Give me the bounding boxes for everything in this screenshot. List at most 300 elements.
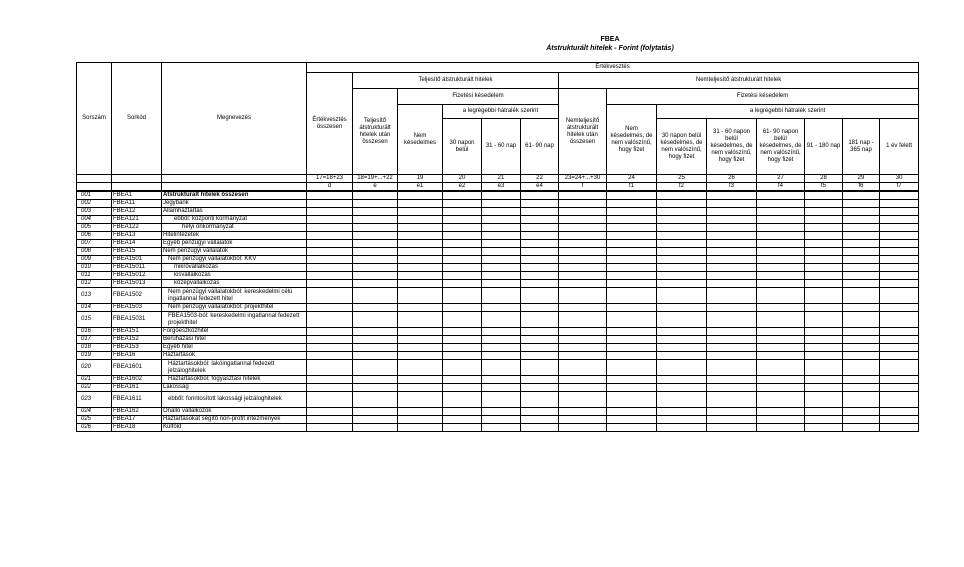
- value-cell[interactable]: [482, 304, 521, 312]
- value-cell[interactable]: [482, 328, 521, 336]
- value-cell[interactable]: [353, 248, 398, 256]
- value-cell[interactable]: [657, 208, 707, 216]
- value-cell[interactable]: [757, 248, 805, 256]
- value-cell[interactable]: [805, 336, 843, 344]
- value-cell[interactable]: [843, 272, 880, 280]
- value-cell[interactable]: [559, 264, 607, 272]
- value-cell[interactable]: [443, 352, 482, 360]
- value-cell[interactable]: [805, 304, 843, 312]
- value-cell[interactable]: [880, 272, 919, 280]
- value-cell[interactable]: [521, 416, 559, 424]
- value-cell[interactable]: [657, 272, 707, 280]
- value-cell[interactable]: [843, 328, 880, 336]
- value-cell[interactable]: [398, 312, 443, 328]
- value-cell[interactable]: [805, 360, 843, 376]
- value-cell[interactable]: [757, 232, 805, 240]
- value-cell[interactable]: [607, 191, 657, 200]
- value-cell[interactable]: [482, 224, 521, 232]
- value-cell[interactable]: [353, 232, 398, 240]
- value-cell[interactable]: [805, 416, 843, 424]
- value-cell[interactable]: [843, 384, 880, 392]
- value-cell[interactable]: [398, 256, 443, 264]
- value-cell[interactable]: [443, 240, 482, 248]
- value-cell[interactable]: [843, 191, 880, 200]
- value-cell[interactable]: [559, 424, 607, 432]
- value-cell[interactable]: [559, 272, 607, 280]
- value-cell[interactable]: [757, 384, 805, 392]
- value-cell[interactable]: [398, 384, 443, 392]
- value-cell[interactable]: [443, 424, 482, 432]
- value-cell[interactable]: [559, 304, 607, 312]
- value-cell[interactable]: [482, 191, 521, 200]
- value-cell[interactable]: [559, 240, 607, 248]
- value-cell[interactable]: [353, 376, 398, 384]
- value-cell[interactable]: [607, 392, 657, 408]
- value-cell[interactable]: [607, 344, 657, 352]
- value-cell[interactable]: [559, 408, 607, 416]
- value-cell[interactable]: [559, 200, 607, 208]
- value-cell[interactable]: [805, 328, 843, 336]
- value-cell[interactable]: [707, 352, 757, 360]
- value-cell[interactable]: [880, 312, 919, 328]
- value-cell[interactable]: [707, 392, 757, 408]
- value-cell[interactable]: [398, 344, 443, 352]
- value-cell[interactable]: [707, 216, 757, 224]
- value-cell[interactable]: [607, 208, 657, 216]
- value-cell[interactable]: [482, 336, 521, 344]
- value-cell[interactable]: [657, 392, 707, 408]
- value-cell[interactable]: [482, 240, 521, 248]
- value-cell[interactable]: [843, 288, 880, 304]
- value-cell[interactable]: [521, 336, 559, 344]
- value-cell[interactable]: [521, 248, 559, 256]
- value-cell[interactable]: [805, 216, 843, 224]
- value-cell[interactable]: [607, 384, 657, 392]
- value-cell[interactable]: [559, 208, 607, 216]
- value-cell[interactable]: [757, 328, 805, 336]
- value-cell[interactable]: [398, 191, 443, 200]
- value-cell[interactable]: [307, 376, 353, 384]
- value-cell[interactable]: [607, 272, 657, 280]
- value-cell[interactable]: [307, 240, 353, 248]
- value-cell[interactable]: [843, 248, 880, 256]
- value-cell[interactable]: [657, 264, 707, 272]
- value-cell[interactable]: [559, 360, 607, 376]
- value-cell[interactable]: [607, 224, 657, 232]
- value-cell[interactable]: [607, 312, 657, 328]
- value-cell[interactable]: [880, 336, 919, 344]
- value-cell[interactable]: [398, 200, 443, 208]
- value-cell[interactable]: [443, 328, 482, 336]
- value-cell[interactable]: [443, 384, 482, 392]
- value-cell[interactable]: [757, 256, 805, 264]
- value-cell[interactable]: [398, 240, 443, 248]
- value-cell[interactable]: [607, 200, 657, 208]
- value-cell[interactable]: [482, 280, 521, 288]
- value-cell[interactable]: [353, 384, 398, 392]
- value-cell[interactable]: [757, 312, 805, 328]
- value-cell[interactable]: [353, 240, 398, 248]
- value-cell[interactable]: [880, 280, 919, 288]
- value-cell[interactable]: [307, 288, 353, 304]
- value-cell[interactable]: [607, 264, 657, 272]
- value-cell[interactable]: [307, 256, 353, 264]
- value-cell[interactable]: [880, 208, 919, 216]
- value-cell[interactable]: [607, 256, 657, 264]
- value-cell[interactable]: [307, 312, 353, 328]
- value-cell[interactable]: [482, 216, 521, 224]
- value-cell[interactable]: [843, 336, 880, 344]
- value-cell[interactable]: [657, 200, 707, 208]
- value-cell[interactable]: [707, 304, 757, 312]
- value-cell[interactable]: [607, 248, 657, 256]
- value-cell[interactable]: [559, 232, 607, 240]
- value-cell[interactable]: [398, 352, 443, 360]
- value-cell[interactable]: [482, 344, 521, 352]
- value-cell[interactable]: [559, 384, 607, 392]
- value-cell[interactable]: [398, 328, 443, 336]
- value-cell[interactable]: [880, 392, 919, 408]
- value-cell[interactable]: [880, 328, 919, 336]
- value-cell[interactable]: [353, 224, 398, 232]
- value-cell[interactable]: [307, 232, 353, 240]
- value-cell[interactable]: [757, 344, 805, 352]
- value-cell[interactable]: [757, 191, 805, 200]
- value-cell[interactable]: [521, 240, 559, 248]
- value-cell[interactable]: [521, 312, 559, 328]
- value-cell[interactable]: [657, 248, 707, 256]
- value-cell[interactable]: [707, 200, 757, 208]
- value-cell[interactable]: [657, 224, 707, 232]
- value-cell[interactable]: [757, 360, 805, 376]
- value-cell[interactable]: [443, 360, 482, 376]
- value-cell[interactable]: [398, 272, 443, 280]
- value-cell[interactable]: [521, 232, 559, 240]
- value-cell[interactable]: [843, 416, 880, 424]
- value-cell[interactable]: [521, 408, 559, 416]
- value-cell[interactable]: [521, 200, 559, 208]
- value-cell[interactable]: [805, 264, 843, 272]
- value-cell[interactable]: [559, 191, 607, 200]
- value-cell[interactable]: [443, 376, 482, 384]
- value-cell[interactable]: [805, 384, 843, 392]
- value-cell[interactable]: [521, 224, 559, 232]
- value-cell[interactable]: [307, 328, 353, 336]
- value-cell[interactable]: [521, 376, 559, 384]
- value-cell[interactable]: [443, 304, 482, 312]
- value-cell[interactable]: [757, 200, 805, 208]
- value-cell[interactable]: [805, 224, 843, 232]
- value-cell[interactable]: [707, 424, 757, 432]
- value-cell[interactable]: [757, 424, 805, 432]
- value-cell[interactable]: [398, 376, 443, 384]
- value-cell[interactable]: [398, 416, 443, 424]
- value-cell[interactable]: [843, 208, 880, 216]
- value-cell[interactable]: [307, 191, 353, 200]
- value-cell[interactable]: [843, 304, 880, 312]
- value-cell[interactable]: [707, 240, 757, 248]
- value-cell[interactable]: [398, 424, 443, 432]
- value-cell[interactable]: [657, 240, 707, 248]
- value-cell[interactable]: [307, 352, 353, 360]
- value-cell[interactable]: [307, 208, 353, 216]
- value-cell[interactable]: [398, 336, 443, 344]
- value-cell[interactable]: [707, 248, 757, 256]
- value-cell[interactable]: [521, 216, 559, 224]
- value-cell[interactable]: [398, 288, 443, 304]
- value-cell[interactable]: [398, 280, 443, 288]
- value-cell[interactable]: [482, 408, 521, 416]
- value-cell[interactable]: [307, 216, 353, 224]
- value-cell[interactable]: [657, 216, 707, 224]
- value-cell[interactable]: [757, 376, 805, 384]
- value-cell[interactable]: [707, 264, 757, 272]
- value-cell[interactable]: [607, 376, 657, 384]
- value-cell[interactable]: [843, 200, 880, 208]
- value-cell[interactable]: [482, 416, 521, 424]
- value-cell[interactable]: [307, 360, 353, 376]
- value-cell[interactable]: [707, 408, 757, 416]
- value-cell[interactable]: [757, 240, 805, 248]
- value-cell[interactable]: [521, 384, 559, 392]
- value-cell[interactable]: [843, 424, 880, 432]
- value-cell[interactable]: [757, 304, 805, 312]
- value-cell[interactable]: [353, 424, 398, 432]
- value-cell[interactable]: [843, 392, 880, 408]
- value-cell[interactable]: [353, 256, 398, 264]
- value-cell[interactable]: [607, 408, 657, 416]
- value-cell[interactable]: [482, 312, 521, 328]
- value-cell[interactable]: [482, 360, 521, 376]
- value-cell[interactable]: [657, 304, 707, 312]
- value-cell[interactable]: [880, 232, 919, 240]
- value-cell[interactable]: [353, 416, 398, 424]
- value-cell[interactable]: [398, 360, 443, 376]
- value-cell[interactable]: [307, 280, 353, 288]
- value-cell[interactable]: [443, 216, 482, 224]
- value-cell[interactable]: [607, 288, 657, 304]
- value-cell[interactable]: [398, 232, 443, 240]
- value-cell[interactable]: [707, 360, 757, 376]
- value-cell[interactable]: [805, 191, 843, 200]
- value-cell[interactable]: [353, 408, 398, 416]
- value-cell[interactable]: [521, 288, 559, 304]
- value-cell[interactable]: [398, 216, 443, 224]
- value-cell[interactable]: [843, 232, 880, 240]
- value-cell[interactable]: [307, 304, 353, 312]
- value-cell[interactable]: [843, 240, 880, 248]
- value-cell[interactable]: [757, 280, 805, 288]
- value-cell[interactable]: [657, 280, 707, 288]
- value-cell[interactable]: [482, 208, 521, 216]
- value-cell[interactable]: [559, 376, 607, 384]
- value-cell[interactable]: [657, 424, 707, 432]
- value-cell[interactable]: [521, 352, 559, 360]
- value-cell[interactable]: [607, 216, 657, 224]
- value-cell[interactable]: [482, 200, 521, 208]
- value-cell[interactable]: [521, 191, 559, 200]
- value-cell[interactable]: [353, 312, 398, 328]
- value-cell[interactable]: [805, 288, 843, 304]
- value-cell[interactable]: [521, 304, 559, 312]
- value-cell[interactable]: [353, 344, 398, 352]
- value-cell[interactable]: [843, 376, 880, 384]
- value-cell[interactable]: [353, 200, 398, 208]
- value-cell[interactable]: [805, 240, 843, 248]
- value-cell[interactable]: [880, 288, 919, 304]
- value-cell[interactable]: [707, 280, 757, 288]
- value-cell[interactable]: [880, 408, 919, 416]
- value-cell[interactable]: [353, 272, 398, 280]
- value-cell[interactable]: [521, 392, 559, 408]
- value-cell[interactable]: [307, 344, 353, 352]
- value-cell[interactable]: [443, 208, 482, 216]
- value-cell[interactable]: [307, 384, 353, 392]
- value-cell[interactable]: [559, 416, 607, 424]
- value-cell[interactable]: [482, 232, 521, 240]
- value-cell[interactable]: [805, 232, 843, 240]
- value-cell[interactable]: [482, 392, 521, 408]
- value-cell[interactable]: [482, 376, 521, 384]
- value-cell[interactable]: [805, 208, 843, 216]
- value-cell[interactable]: [521, 272, 559, 280]
- value-cell[interactable]: [307, 336, 353, 344]
- value-cell[interactable]: [482, 272, 521, 280]
- value-cell[interactable]: [443, 232, 482, 240]
- value-cell[interactable]: [880, 344, 919, 352]
- value-cell[interactable]: [657, 256, 707, 264]
- value-cell[interactable]: [843, 408, 880, 416]
- value-cell[interactable]: [805, 376, 843, 384]
- value-cell[interactable]: [880, 304, 919, 312]
- value-cell[interactable]: [443, 224, 482, 232]
- value-cell[interactable]: [307, 200, 353, 208]
- value-cell[interactable]: [398, 248, 443, 256]
- value-cell[interactable]: [657, 288, 707, 304]
- value-cell[interactable]: [307, 416, 353, 424]
- value-cell[interactable]: [707, 256, 757, 264]
- value-cell[interactable]: [607, 352, 657, 360]
- value-cell[interactable]: [353, 216, 398, 224]
- value-cell[interactable]: [307, 424, 353, 432]
- value-cell[interactable]: [482, 256, 521, 264]
- value-cell[interactable]: [880, 376, 919, 384]
- value-cell[interactable]: [757, 208, 805, 216]
- value-cell[interactable]: [707, 272, 757, 280]
- value-cell[interactable]: [443, 288, 482, 304]
- value-cell[interactable]: [757, 352, 805, 360]
- value-cell[interactable]: [559, 224, 607, 232]
- value-cell[interactable]: [521, 328, 559, 336]
- value-cell[interactable]: [482, 264, 521, 272]
- value-cell[interactable]: [757, 408, 805, 416]
- value-cell[interactable]: [353, 264, 398, 272]
- value-cell[interactable]: [757, 224, 805, 232]
- value-cell[interactable]: [657, 312, 707, 328]
- value-cell[interactable]: [707, 336, 757, 344]
- value-cell[interactable]: [657, 352, 707, 360]
- value-cell[interactable]: [559, 288, 607, 304]
- value-cell[interactable]: [880, 256, 919, 264]
- value-cell[interactable]: [657, 328, 707, 336]
- value-cell[interactable]: [443, 312, 482, 328]
- value-cell[interactable]: [805, 272, 843, 280]
- value-cell[interactable]: [307, 392, 353, 408]
- value-cell[interactable]: [757, 264, 805, 272]
- value-cell[interactable]: [880, 248, 919, 256]
- value-cell[interactable]: [482, 384, 521, 392]
- value-cell[interactable]: [443, 200, 482, 208]
- value-cell[interactable]: [707, 384, 757, 392]
- value-cell[interactable]: [443, 416, 482, 424]
- value-cell[interactable]: [843, 280, 880, 288]
- value-cell[interactable]: [757, 288, 805, 304]
- value-cell[interactable]: [757, 216, 805, 224]
- value-cell[interactable]: [880, 384, 919, 392]
- value-cell[interactable]: [843, 256, 880, 264]
- value-cell[interactable]: [521, 424, 559, 432]
- value-cell[interactable]: [843, 216, 880, 224]
- value-cell[interactable]: [353, 392, 398, 408]
- value-cell[interactable]: [657, 384, 707, 392]
- value-cell[interactable]: [843, 344, 880, 352]
- value-cell[interactable]: [607, 416, 657, 424]
- value-cell[interactable]: [757, 336, 805, 344]
- value-cell[interactable]: [757, 416, 805, 424]
- value-cell[interactable]: [353, 360, 398, 376]
- value-cell[interactable]: [657, 360, 707, 376]
- value-cell[interactable]: [607, 328, 657, 336]
- value-cell[interactable]: [443, 264, 482, 272]
- value-cell[interactable]: [707, 416, 757, 424]
- value-cell[interactable]: [307, 224, 353, 232]
- value-cell[interactable]: [398, 208, 443, 216]
- value-cell[interactable]: [559, 352, 607, 360]
- value-cell[interactable]: [707, 376, 757, 384]
- value-cell[interactable]: [559, 344, 607, 352]
- value-cell[interactable]: [482, 288, 521, 304]
- value-cell[interactable]: [521, 256, 559, 264]
- value-cell[interactable]: [443, 408, 482, 416]
- value-cell[interactable]: [805, 200, 843, 208]
- value-cell[interactable]: [880, 416, 919, 424]
- value-cell[interactable]: [353, 208, 398, 216]
- value-cell[interactable]: [443, 248, 482, 256]
- value-cell[interactable]: [707, 328, 757, 336]
- value-cell[interactable]: [805, 424, 843, 432]
- value-cell[interactable]: [482, 352, 521, 360]
- value-cell[interactable]: [443, 256, 482, 264]
- value-cell[interactable]: [559, 280, 607, 288]
- value-cell[interactable]: [757, 392, 805, 408]
- value-cell[interactable]: [707, 208, 757, 216]
- value-cell[interactable]: [607, 240, 657, 248]
- value-cell[interactable]: [880, 424, 919, 432]
- value-cell[interactable]: [559, 256, 607, 264]
- value-cell[interactable]: [843, 352, 880, 360]
- value-cell[interactable]: [559, 336, 607, 344]
- value-cell[interactable]: [805, 408, 843, 416]
- value-cell[interactable]: [353, 191, 398, 200]
- value-cell[interactable]: [607, 336, 657, 344]
- value-cell[interactable]: [707, 312, 757, 328]
- value-cell[interactable]: [443, 336, 482, 344]
- value-cell[interactable]: [805, 248, 843, 256]
- value-cell[interactable]: [521, 264, 559, 272]
- value-cell[interactable]: [307, 248, 353, 256]
- value-cell[interactable]: [482, 424, 521, 432]
- value-cell[interactable]: [657, 376, 707, 384]
